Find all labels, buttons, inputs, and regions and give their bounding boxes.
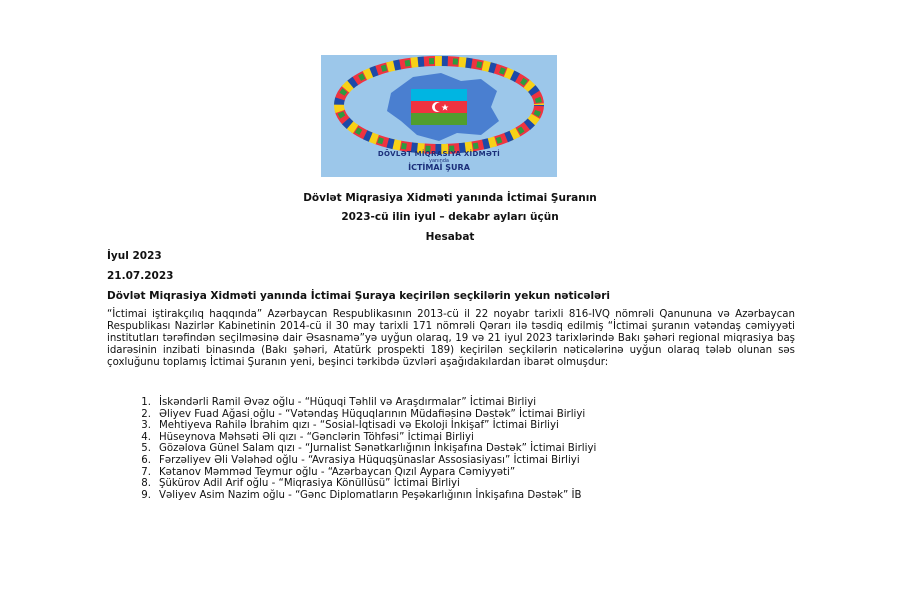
logo-title: DÖVLƏT MİQRASİYA XİDMƏTİ — [377, 150, 501, 158]
list-item — [107, 397, 807, 409]
section-date: 21.07.2023 — [107, 270, 174, 282]
list-item — [107, 443, 807, 455]
list-item — [107, 409, 807, 421]
list-item-text: Kətanov Məmməd Teymur oğlu - “Azərbaycan Qızıl Aypara Cəmiyyəti” — [159, 466, 516, 478]
report-title-line2: 2023-cü ilin iyul – dekabr ayları üçün — [341, 211, 559, 223]
list-item-text: İskəndərli Ramil Əvəz oğlu - “Hüquqi Təhlil və Araşdırmalar” İctimai Birliyi — [159, 397, 537, 408]
list-item-text: Hüseynova Məhsəti Əli qızı - “Gənclərin Töhfəsi” İctimai Birliyi — [159, 431, 474, 443]
list-item — [107, 432, 807, 444]
list-item — [107, 467, 807, 479]
list-item-text: Mehtiyeva Rahilə İbrahim qızı - “Sosial-İqtisadi və Ekoloji İnkişaf” İctimai Birliyi — [159, 420, 559, 432]
list-item-text: Vəliyev Asim Nazim oğlu - “Gənc Diplomatların Peşəkarlığının İnkişafına Dəstək” İB — [159, 489, 582, 501]
list-item — [107, 420, 807, 432]
members-list — [107, 397, 807, 501]
list-item-number: 4. — [141, 431, 151, 443]
list-item-number: 2. — [141, 408, 151, 420]
report-title-line1: Dövlət Miqrasiya Xidməti yanında İctimai Şuranın — [303, 192, 597, 204]
section-paragraph: “İctimai iştirakçılıq haqqında” Azərbaycan Respublikasının 2013-cü il 22 noyabr tarixli 816-IVQ nömrəli Qanununa və Azərbaycan Respublikası Nazirlər Kabinetinin 2014-cü il 30 may tarixli 171 nömrəli Qərarı ilə təsdiq edilmiş “İctimai şuranın vətəndaş cəmiyyəti institutları tərəfindən seçilməsinə dair Əsasnamə”yə uyğun olaraq, 19 və 21 iyul 2023 tarixlərində Bakı şəhəri regional miqrasiya baş idarəsinin inzibati binasında (Bakı şəhəri, Atatürk prospekti 189) keçirilən seçkilərin nəticələrinə uyğun olaraq tələb olunan səs çoxluğunu toplamış İctimai Şuranın yeni, beşinci tərkibdə üzvləri aşağıdakılardan ibarət olmuşdur: — [107, 309, 795, 368]
list-item-number: 7. — [141, 466, 151, 478]
list-item-number: 8. — [141, 478, 151, 490]
list-item-number: 1. — [141, 397, 151, 408]
list-item-text: Fərzəliyev Əli Vələhəd oğlu - “Avrasiya Hüquqşünaslar Assosiasiyası” İctimai Birliyi — [159, 454, 580, 466]
list-item — [107, 490, 807, 502]
list-item — [107, 455, 807, 467]
section-heading: Dövlət Miqrasiya Xidməti yanında İctimai Şuraya keçirilən seçkilərin yekun nəticələri — [107, 290, 611, 302]
list-item-text: Gözəlova Günel Salam qızı - “Jurnalist Sənətkarlığının İnkişafına Dəstək” İctimai Birliyi — [159, 443, 597, 455]
logo-council-name: İCTİMAİ ŞURA — [408, 163, 470, 172]
council-logo — [321, 55, 557, 177]
list-item-number: 6. — [141, 454, 151, 466]
logo-subtitle: yanında — [429, 158, 449, 164]
report-title-line3: Hesabat — [425, 231, 475, 243]
section-month: İyul 2023 — [107, 250, 162, 262]
list-item-number: 9. — [141, 489, 151, 501]
list-item-number: 5. — [141, 443, 151, 455]
list-item-text: Şükürov Adil Arif oğlu - “Miqrasiya Könüllüsü” İctimai Birliyi — [159, 478, 460, 490]
list-item-number: 3. — [141, 420, 151, 432]
list-item-text: Əliyev Fuad Ağasi oğlu - “Vətəndaş Hüquqlarının Müdafiəsinə Dəstək” İctimai Birliyi — [159, 408, 586, 420]
list-item — [107, 478, 807, 490]
